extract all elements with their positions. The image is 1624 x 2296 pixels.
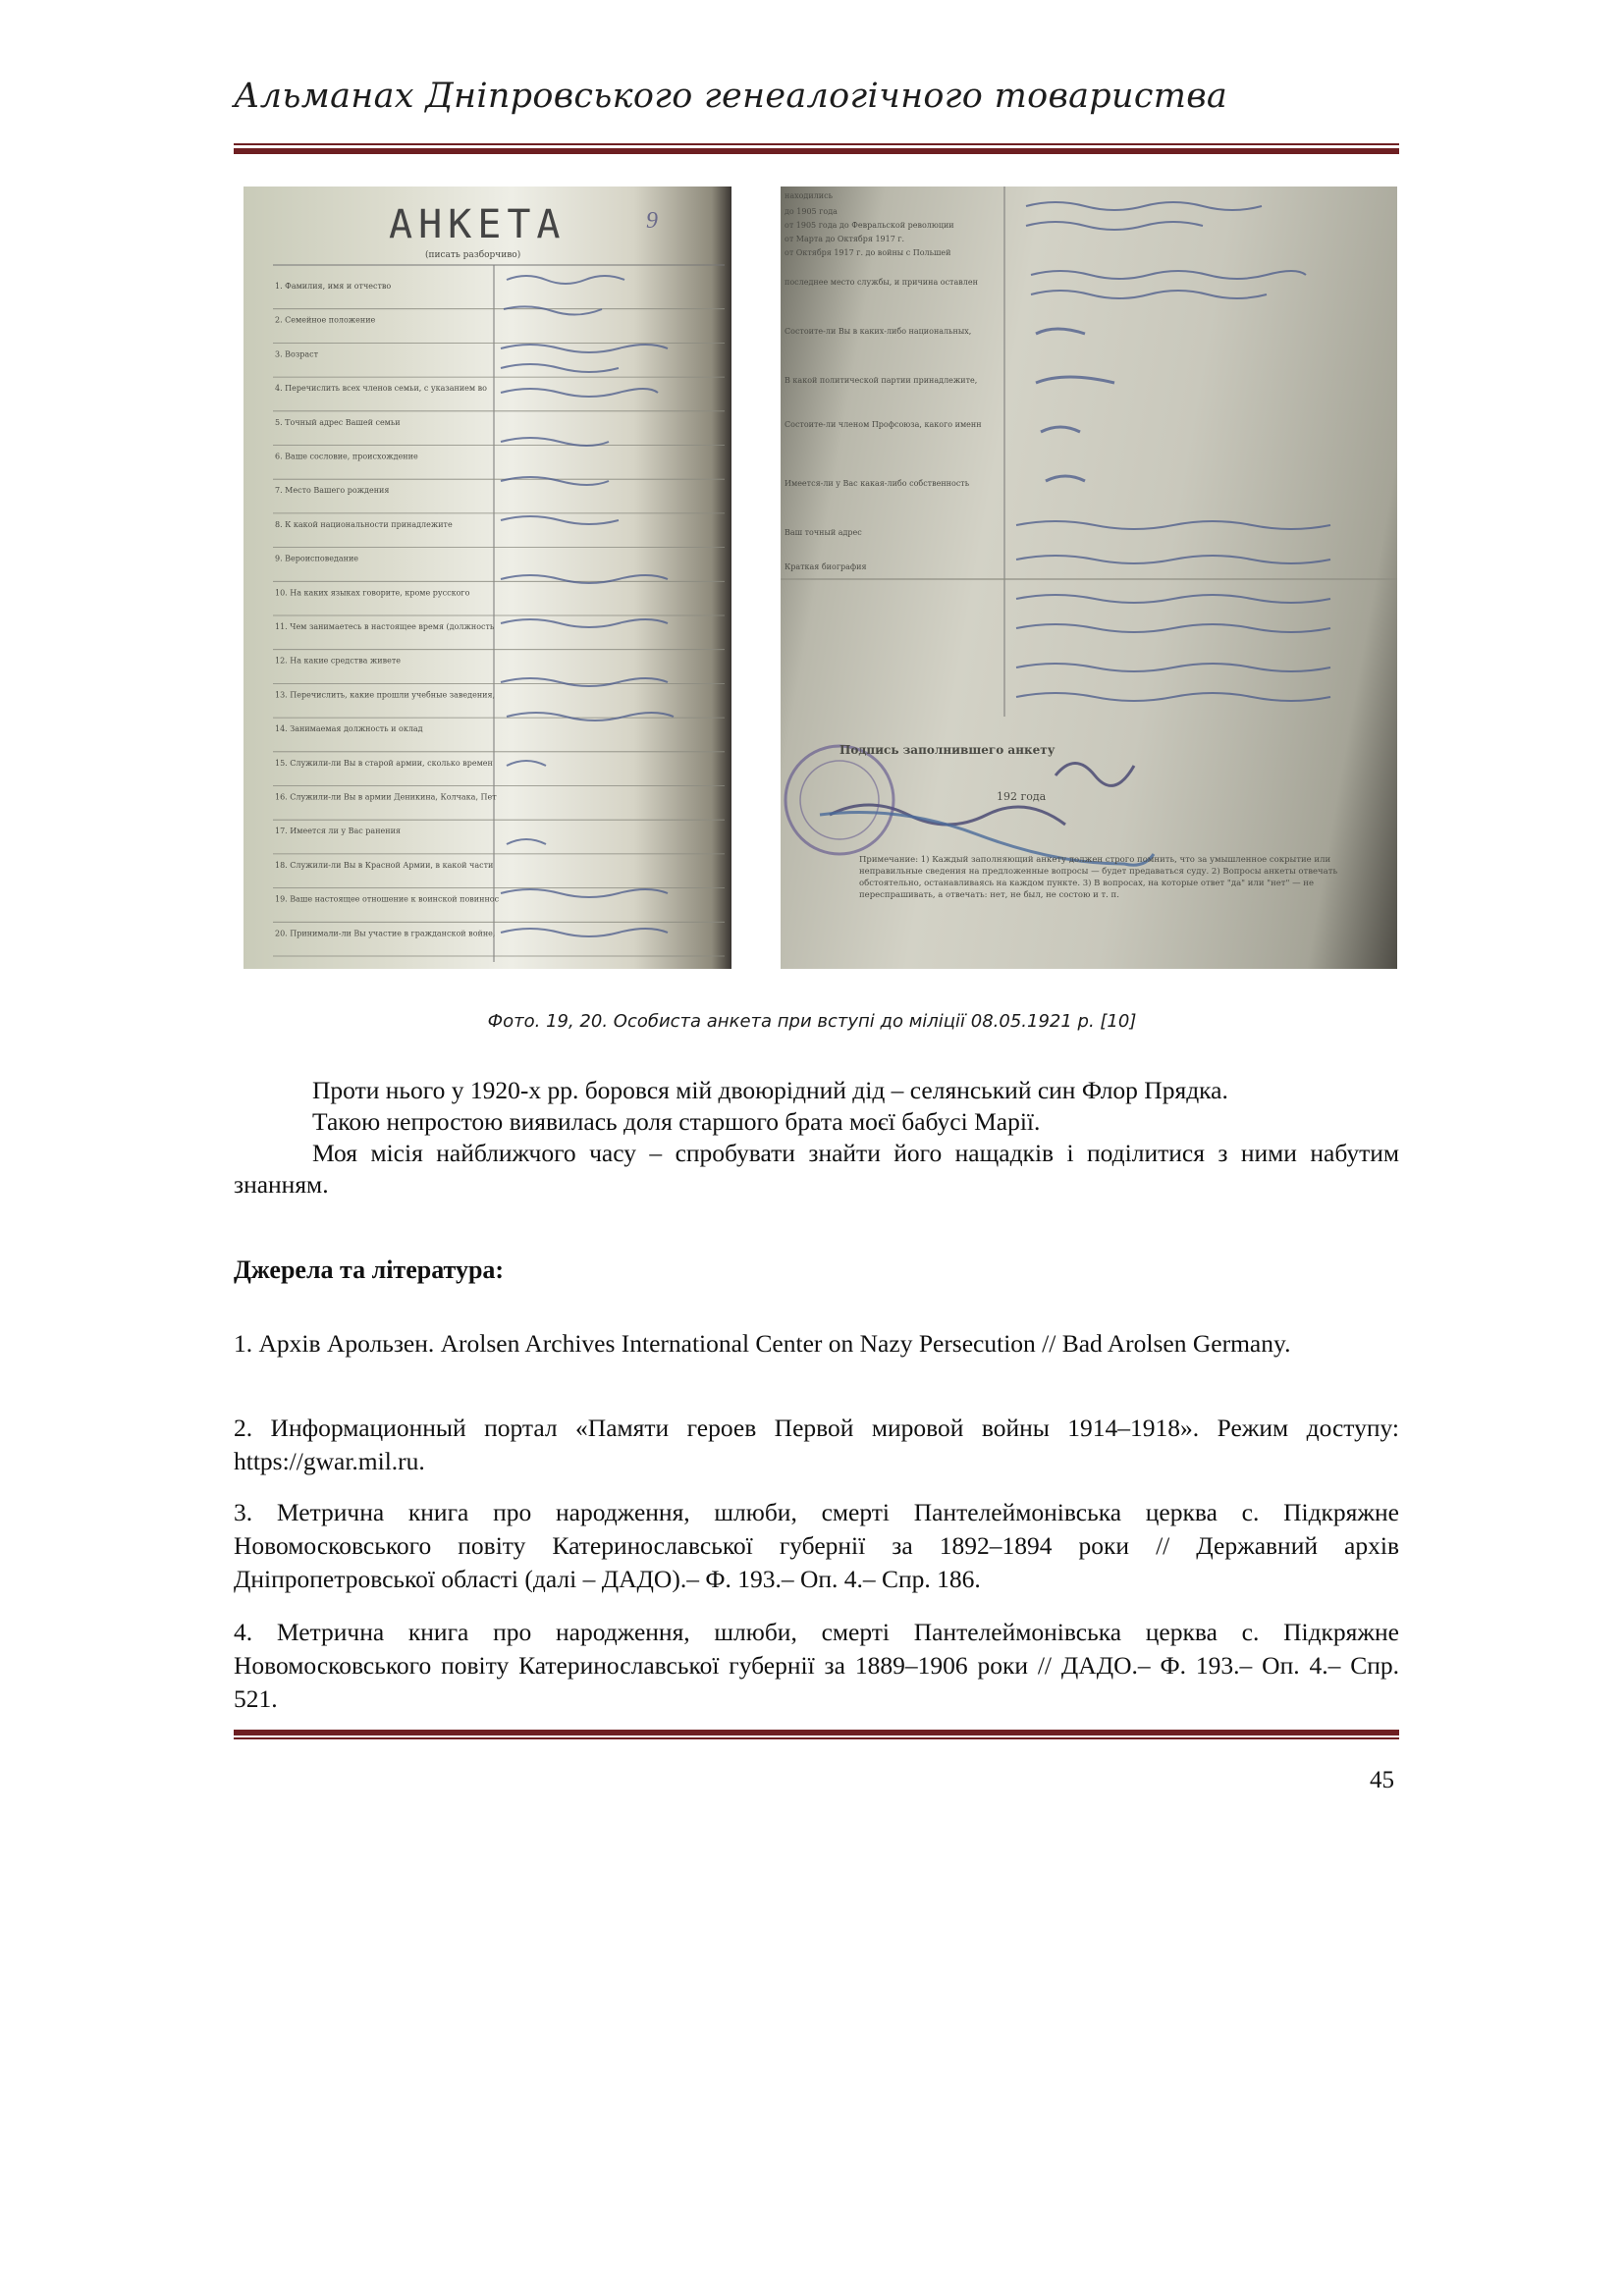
form-row-label: 14. Занимаемая должность и оклад <box>275 724 423 734</box>
form-row-label: 3. Возраст <box>275 349 319 359</box>
form-rows-continued <box>785 191 982 571</box>
form-row-label: от Марта до Октября 1917 г. <box>785 235 905 243</box>
official-stamp <box>785 746 893 854</box>
form-number-mark: 9 <box>646 208 658 234</box>
form-row-label: 1. Фамилия, имя и отчество <box>275 282 392 291</box>
form-row-label: 16. Служили-ли Вы в армии Деникина, Колчака, Пет <box>275 792 497 802</box>
form-row-label: до 1905 года <box>785 207 838 216</box>
running-header: Альманах Дніпровського генеалогічного товариства <box>234 77 1228 116</box>
reference-3: 3. Метрична книга про народження, шлюби, смерті Пантелеймонівська церква с. Підкряжне Новомосковського повіту Катеринославської губернії за 1892–1894 роки // Державний архів Дніпропетровської області (далі – ДАДО).– Ф. 193.– Оп. 4.– Спр. 186. <box>234 1498 1399 1593</box>
form-row-label: 18. Служили-ли Вы в Красной Армии, в какой части <box>275 860 494 870</box>
reference-1: 1. Архів Арользен. Arolsen Archives International Center on Nazy Persecution // Bad Arolsen Germany. <box>234 1329 1291 1358</box>
figure-caption: Фото. 19, 20. Особиста анкета при вступі до міліції 08.05.1921 р. [10] <box>487 1011 1137 1032</box>
signature-label: Подпись заполнившего анкету <box>839 743 1056 757</box>
form-row-label: от 1905 года до Февральской революции <box>785 221 954 230</box>
form-row-label: последнее место службы, и причина оставлен <box>785 278 978 287</box>
footer-rule-thick <box>234 1730 1399 1735</box>
form-row-label: Ваш точный адрес <box>785 528 862 537</box>
form-row-label: 13. Перечислить, какие прошли учебные заведения, <box>275 690 496 700</box>
form-row-label: 6. Ваше сословие, происхождение <box>275 452 418 461</box>
handwriting-biography <box>830 202 1330 825</box>
form-row-label: 11. Чем занимаетесь в настоящее время (должность <box>275 622 495 631</box>
form-footnote: Примечание: 1) Каждый заполняющий анкету должен строго помнить, что за умышленное сокрытие или неправильные сведения на предложенные вопросы — будет предаваться суду. 2) Вопросы анкеты отвечать обстоятельно, останавливаясь на каждом пункте. 3) В вопросах, на которые ответ "да" или "нет" — не переспрашивать, а отвечать: нет, не был, не состою и т. п. <box>859 855 1338 900</box>
reference-4: 4. Метрична книга про народження, шлюби, смерті Пантелеймонівська церква с. Підкряжне Новомосковського повіту Катеринославської губернії за 1889–1906 роки // ДАДО.– Ф. 193.– Оп. 4.– Спр. 521. <box>234 1618 1399 1713</box>
page-number: 45 <box>1370 1767 1394 1793</box>
paragraph-3: Моя місія найближчого часу – спробувати знайти його нащадків і поділитися з ними набутим знанням. <box>234 1139 1399 1199</box>
form-row-label: Состоите-ли членом Профсоюза, какого именн <box>785 420 982 429</box>
form-row-label: 4. Перечислить всех членов семьи, с указанием во <box>275 384 487 394</box>
form-row-label: 8. К какой национальности принадлежите <box>275 519 453 529</box>
paragraph-1: Проти нього у 1920-х рр. боровся мій двоюрідний дід – селянський син Флор Прядка. <box>312 1076 1228 1104</box>
handwriting-entries <box>501 276 674 936</box>
footer-rule-thin <box>234 1737 1399 1739</box>
form-row-label: В какой политической партии принадлежите, <box>785 376 978 385</box>
reference-2: 2. Информационный портал «Памяти героев Первой мировой войны 1914–1918». Режим доступу: https://gwar.mil.ru. <box>234 1414 1399 1475</box>
form-title: АНКЕТА <box>389 202 567 247</box>
photo-anketa-page2 <box>781 187 1397 969</box>
form-row-label: 17. Имеется ли у Вас ранения <box>275 827 401 836</box>
form-row-label: 12. На какие средства живете <box>275 656 402 666</box>
paragraph-2: Такою непростою виявилась доля старшого брата моєї бабусі Марії. <box>312 1107 1041 1136</box>
form-row-label: 9. Вероисповедание <box>275 554 359 563</box>
form-row-label: от Октября 1917 г. до войны с Польшей <box>785 248 951 257</box>
form-rows <box>273 282 725 956</box>
form-row-label: 20. Принимали-ли Вы участие в гражданской войне, <box>275 929 496 938</box>
form-row-label: 7. Место Вашего рождения <box>275 486 390 496</box>
date-line: 192 года <box>997 790 1047 803</box>
form-row-label: 5. Точный адрес Вашей семьи <box>275 417 401 427</box>
form-row-label: 15. Служили-ли Вы в старой армии, сколько времен <box>275 758 493 768</box>
form-row-label: 10. На каких языках говорите, кроме русского <box>275 588 470 598</box>
sources-heading: Джерела та література: <box>234 1255 505 1284</box>
form-row-label: Состоите-ли Вы в каких-либо национальных, <box>785 327 972 336</box>
form-row-label: Имеется-ли у Вас какая-либо собственность <box>785 479 970 488</box>
header-rule-thin <box>234 143 1399 145</box>
form-subtitle: (писать разборчиво) <box>425 250 521 260</box>
form-row-label: 2. Семейное положение <box>275 315 376 325</box>
form-row-label: находились <box>785 191 833 200</box>
header-rule-thick <box>234 148 1399 154</box>
form-row-label: 19. Ваше настоящее отношение к воинской повиннос <box>275 894 500 904</box>
photo-anketa-page1 <box>244 187 731 969</box>
form-row-label: Краткая биография <box>785 562 867 571</box>
